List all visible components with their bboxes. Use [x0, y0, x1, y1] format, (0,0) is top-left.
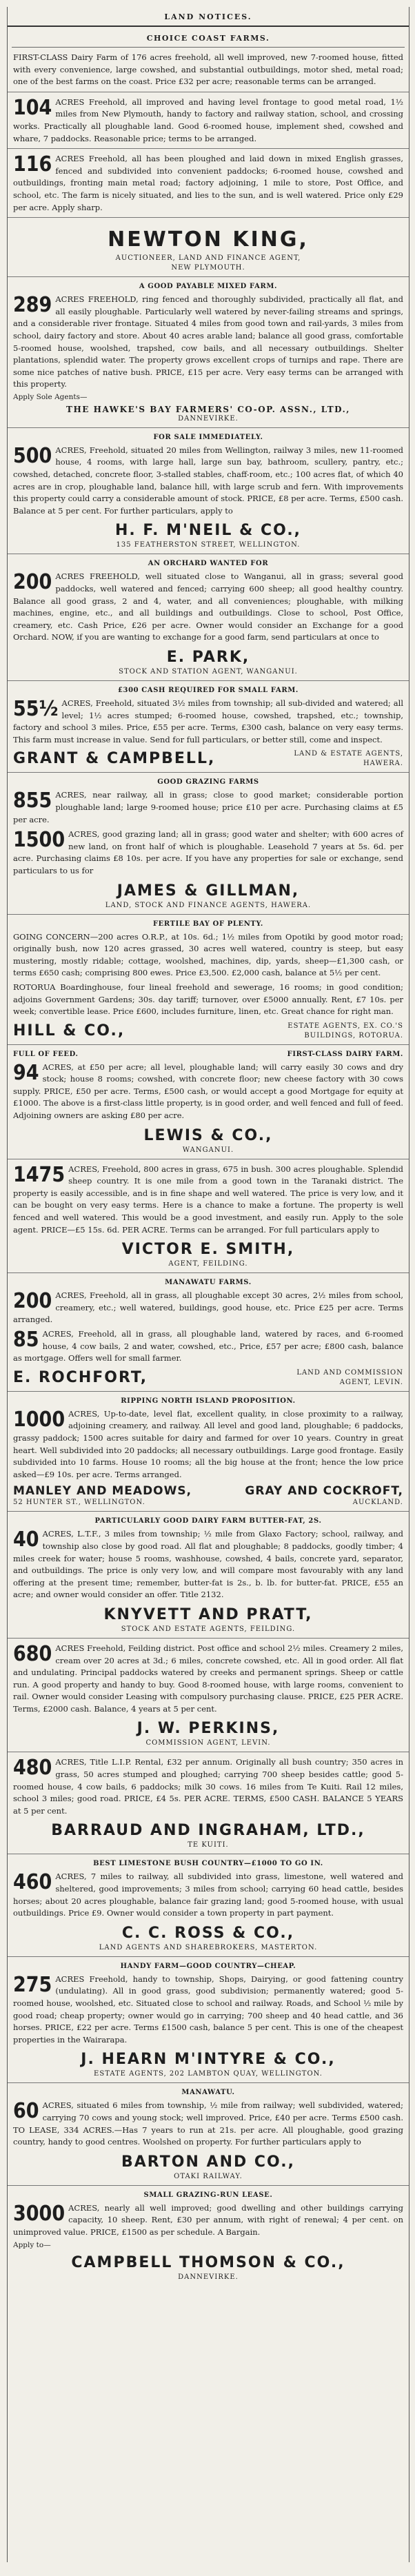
ad-heading: SMALL GRAZING-RUN LEASE. [143, 2191, 273, 2199]
agent-name: VICTOR E. SMITH, [121, 1241, 295, 1259]
ad-heading: RIPPING NORTH ISLAND PROPOSITION. [121, 1397, 296, 1405]
ad-1475-acres [8, 1159, 409, 1274]
ad-heading: AN ORCHARD WANTED FOR [148, 560, 269, 568]
ad-small-farm [8, 681, 409, 773]
agent-title: AUCTIONEER, LAND AND FINANCE AGENT, [115, 254, 301, 263]
ad-heading: HANDY FARM—GOOD COUNTRY—CHEAP. [120, 1962, 296, 1970]
ad-orchard-wanted [8, 554, 409, 681]
agent-title: LAND & ESTATE AGENTS, HAWERA. [294, 750, 403, 768]
acreage-figure: 680 [13, 1641, 52, 1666]
ad-body: ACRES, good grazing land; all in grass; good water and shelter; with 600 acres of new land, on front half of which is ploughable. Leasehold 7 years at 5s. 6d. per acre. Purchasing claims £8 10s. per acre. If you have any properties for sale or exchange, send particulars to us for [13, 829, 403, 875]
ad-body: ACRES, Freehold, all in grass, all ploughable land, watered by races, and 6-roomed house, 4 cow bails, 2 and water, cowshed, etc., Price, £57 per acre; £800 cash, balance as mortgage. Offers well for small farmer. [13, 1329, 403, 1363]
agent-title: COMMISSION AGENT, LEVIN. [145, 1739, 271, 1747]
ad-body: ACRES, Title L.I.P. Rental, £32 per annum. Originally all bush country; 350 acres in grass, 50 acres stumped and ploughed; carrying 700 sheep besides cattle; good 5-roomed house, 4 cow bails, 6 paddocks; milk 30 cows. 16 miles from Te Kuiti. Rail 12 miles, school 3 miles; good road. PRICE, £4 5s. PER ACRE. TERMS, £500 CASH. BALANCE 5 YEARS at 5 per cent. [13, 1757, 403, 1816]
agent-town: WANGANUI. [182, 1146, 234, 1154]
agent-name: J. W. PERKINS, [136, 1720, 280, 1738]
ad-heading: MANAWATU. [181, 2089, 235, 2097]
ad-dairy-farm-176 [8, 48, 409, 92]
ad-body: ACRES Freehold, handy to township, Shops, Dairying, or good fattening country (undulating). All in good grass, good subdivision; permanently watered; good 5-roomed house, woolshed, etc. Situated close to school and railway. Roads, and School ½ mile by good road; cheap property; owner would go in carrying; 700 sheep and 40 head cattle, and 36 horses. PRICE, £22 per acre. Terms £1500 cash, balance 5 per cent. This is one of the cheapest properties in the Wairarapa. [13, 1974, 403, 2045]
ad-heading: FIRST-CLASS DAIRY FARM. [287, 1050, 403, 1058]
acreage-figure: 1475 [13, 1162, 65, 1187]
acreage-figure: 275 [13, 1972, 52, 1997]
ad-heading: A GOOD PAYABLE MIXED FARM. [139, 283, 278, 291]
ad-680-acres [8, 1639, 409, 1753]
agent-title: LAND, STOCK AND FINANCE AGENTS, HAWERA. [105, 901, 312, 909]
ad-handy-farm [8, 1957, 409, 2084]
agent-name: MANLEY AND MEADOWS, [13, 1484, 192, 1499]
ad-full-of-feed [8, 1045, 409, 1159]
acreage-figure: 500 [13, 443, 52, 468]
agent-name: BARTON AND CO., [121, 2153, 295, 2171]
ad-body: ACRES Freehold, all has been ploughed and laid down in mixed English grasses, fenced and subdivided into convenient paddocks; 6-roomed house, cowshed and outbuildings, fronting main metal road; factory adjoining, 1 mile to store, Post Office, and school, etc. The farm is nicely situated, and lies to the sun, and is well watered. Price only £29 per acre. Apply sharp. [13, 154, 403, 212]
acreage-figure: 60 [13, 2099, 39, 2124]
ad-heading: BEST LIMESTONE BUSH COUNTRY—£1000 TO GO IN. [93, 1860, 323, 1868]
agent-name: BARRAUD AND INGRAHAM, LTD., [51, 1822, 365, 1840]
acreage-figure: 85 [13, 1328, 39, 1352]
agent-title: STOCK AND STATION AGENT, WANGANUI. [119, 668, 298, 676]
ad-heading: £300 CASH REQUIRED FOR SMALL FARM. [117, 687, 299, 694]
ad-body: ACRES, at £50 per acre; all level, ploughable land; will carry easily 30 cows and dry stock; house 8 rooms; cowshed, with concrete floor; new cheese factory with 30 cows supply. PRICE, £50 per acre. Terms, £500 cash, or would accept a good Mortgage for equity at £1000. The above is a first-class little property, is in good order, and well fenced and full of feed. Adjoining owners are asking £80 per acre. [13, 1062, 403, 1121]
ad-manawatu-farms [8, 1273, 409, 1392]
ad-body: ACRES Freehold, Feilding district. Post office and school 2½ miles. Creamery 2 miles, cream over 20 acres at 3d.; 6 miles, concrete cowshed, etc. All in good order. All flat and undulating. Principal paddocks watered by creeks and permanent springs. Sheep or cattle run. A good property and handy to buy. Good 8-roomed house, with large rooms, convenient to rail. Owner would consider Leasing with compulsory purchasing clause. PRICE, £25 PER ACRE. Terms, £2000 cash. Balance, 4 years at 5 per cent. [13, 1643, 403, 1714]
ad-body: ACRES, near railway, all in grass; close to good market; considerable portion ploughable land; large 9-roomed house; price £10 per acre. Purchasing claims at £5 per acre. [13, 790, 403, 824]
agent-name: E. PARK, [166, 649, 250, 666]
section-heading-choice-coast: CHOICE COAST FARMS. [12, 27, 405, 48]
agent-title: AGENT, FEILDING. [168, 1260, 248, 1268]
agent-name: HILL & CO., [13, 1022, 125, 1039]
ad-body: ACRES FREEHOLD, ring fenced and thoroughly subdivided, practically all flat, and all easily ploughable. Particularly well watered by never-failing streams and springs, and a considerable river frontage. Situated 4 miles from good town and rail-yards, 3 miles from school, dairy factory and store. About 40 acres arable land; balance all good grass, comfortable 5-roomed house, woolshed, trapshed, cow bails, and all necessary outbuildings. Shelter plantations, splendid water. The property grows excellent crops of turnips and rape. There are some nice patches of native bush. PRICE, £15 per acre. Very easy terms can be arranged with this property. [13, 294, 403, 389]
column-title: LAND NOTICES. [8, 7, 409, 27]
ad-heading: FOR SALE IMMEDIATELY. [153, 433, 263, 441]
ad-body: ACRES, nearly all well improved; good dwelling and other buildings carrying capacity, 10 sheep. Rent, £30 per annum, with right of renewal; 4 per cent. on unimproved value. PRICE, £1500 as per schedule. A Bargain. [13, 2202, 403, 2237]
ad-body: ACRES, L.T.F., 3 miles from township; ½ mile from Glaxo Factory; school, railway, and township also close by good road. All flat and ploughable; 8 paddocks, goodly timber; 4 miles creek for water; house 5 rooms, washhouse, cowshed, 4 bails, concrete yard, separator, and outbuildings. The price is only very low, and will compare most favourably with any land offering at the present time; remember, butter-fat is 2s., b. lb. for butter-fat. PRICE, £55 an acre; and owner would consider an offer. Title 2132. [13, 1529, 403, 1600]
ad-104-acres [8, 92, 409, 149]
agent-name: GRANT & CAMPBELL, [13, 750, 216, 768]
ad-body: ACRES, 7 miles to railway, all subdivided into grass, limestone, well watered and sheltered, good improvements; 3 miles from school; carrying 60 head cattle, besides horses; about 20 acres ploughable, balance fair grazing land; good 5-roomed house, with usual outbuildings. Price £9. Owner would consider a town property in part payment. [13, 1872, 403, 1918]
agent-name: GRAY AND COCKROFT, [245, 1484, 403, 1499]
acreage-figure: 94 [13, 1060, 39, 1085]
agent-town: OTAKI RAILWAY. [174, 2172, 243, 2180]
agent-title: LAND AND COMMISSION AGENT, LEVIN. [296, 1368, 403, 1386]
ad-limestone-bush [8, 1854, 409, 1956]
ad-ripping-north-island [8, 1392, 409, 1512]
ad-heading: PARTICULARLY GOOD DAIRY FARM BUTTER-FAT, 2S. [94, 1517, 322, 1525]
ad-heading: MANAWATU FARMS. [165, 1279, 252, 1287]
acreage-figure: 40 [13, 1528, 39, 1552]
acreage-figure: 200 [13, 570, 52, 595]
acreage-figure: 855 [13, 789, 52, 813]
acreage-figure: 480 [13, 1756, 52, 1781]
agent-name: JAMES & GILLMAN, [117, 882, 300, 900]
agent-name: H. F. M'NEIL & CO., [114, 522, 302, 540]
agent-name: CAMPBELL THOMSON & CO., [71, 2253, 345, 2271]
ad-body: ACRES, Freehold, 800 acres in grass, 675 in bush. 300 acres ploughable. Splendid sheep country. It is one mile from a good town in the Taranaki district. The property is easily accessible, and is in fine shape and well watered. The price is very low, and it can be bought on very easy terms. Here is a chance to make a fortune. The property is well fenced and well watered. This would be a good investment, and easily run. Apply to the sole agent. PRICE—£5 15s. 6d. PER ACRE. Terms can be arranged. For full particulars apply to [13, 1164, 403, 1235]
ad-heading: GOOD GRAZING FARMS [157, 778, 259, 787]
agent-newton-king [8, 218, 409, 277]
ad-body: GOING CONCERN—200 acres O.R.P., at 10s. 6d.; 1½ miles from Opotiki by good motor road; originally bush, now 120 acres grassed, 30 acres well watered, country is steep, but easy mustering, mostly ridable; cottage, woolshed, machines, dip, yards, sheep—£1,300 cash, or terms £650 cash; comprising 800 ewes. Price £3,500. £2,000 cash, balance at 5½ per cent. [13, 931, 403, 978]
ad-body: ROTORUA Boardinghouse, four lineal freehold and sewerage, 16 rooms; in good condition; adjoins Government Gardens; 30s. day tariff; turnover, over £5000 annually. Rent, £7 10s. per week; convertible lease. Price £600, includes furniture, linen, etc. Great chance for right man. [13, 982, 403, 1017]
acreage-figure: 3000 [13, 2201, 65, 2226]
ad-butter-fat-dairy [8, 1512, 409, 1639]
agent-name: LEWIS & CO., [143, 1126, 273, 1144]
agent-title: STOCK AND ESTATE AGENTS, FEILDING. [121, 1625, 296, 1633]
acreage-figure: 116 [13, 152, 52, 177]
agent-town: DANNEVIRKE. [178, 2273, 239, 2281]
ad-manawatu [8, 2083, 409, 2185]
ad-heading: FULL OF FEED. [13, 1050, 79, 1058]
ad-payable-mixed-farm [8, 277, 409, 428]
ad-body: ACRES, situated 6 miles from township, ½ mile from railway; well subdivided, watered; carrying 70 cows and young stock; well improved. Price, £40 per acre. Terms £500 cash. TO LEASE, 334 ACRES.—Has 7 years to run at 21s. per acre. All ploughable, good grazing country, handy to good centres. Woolshed on property. For further particulars apply to [13, 2100, 403, 2147]
ad-small-grazing-run [8, 2186, 409, 2286]
agent-address: 52 HUNTER ST., WELLINGTON. [13, 1499, 145, 1507]
agent-town: AUCKLAND. [352, 1499, 403, 1507]
agent-town: DANNEVIRKE. [178, 414, 239, 423]
ad-bay-of-plenty [8, 915, 409, 1045]
apply-line: Apply to— [13, 2240, 51, 2249]
acreage-figure: 1500 [13, 828, 65, 853]
ad-body: ACRES FREEHOLD, well situated close to Wanganui, all in grass; several good paddocks, well watered and fenced; carrying 600 sheep; all good healthy country. Balance all good grass, 2 and 4, water, and all conveniences; ploughable, with milking machines, engine, etc., and all buildings and outbuildings. Close to school, Post Office, creamery, etc. Cash Price, £26 per acre. Owner would consider an Exchange for a good Orchard. NOW, if you are wanting to exchange for a good farm, send particulars at once to [13, 571, 403, 642]
ad-body: ACRES, Freehold, all in grass, all ploughable except 30 acres, 2½ miles from school, creamery, etc.; well watered, buildings, good house, etc. Price £25 per acre. Terms arranged. [13, 1290, 403, 1325]
ad-heading: FERTILE BAY OF PLENTY. [152, 920, 264, 928]
acreage-figure: 200 [13, 1289, 52, 1314]
agent-name: C. C. ROSS & CO., [121, 1924, 295, 1942]
acreage-figure: 289 [13, 293, 52, 318]
ad-480-acres [8, 1752, 409, 1854]
acreage-figure: 55½ [13, 697, 59, 721]
ad-body: ACRES, Freehold, situated 3½ miles from township; all sub-divided and watered; all level; 1½ acres stumped; 6-roomed house, cowshed, trapshed, etc.; township, factory and school 3 miles. Price, £55 per acre. Terms, £300 cash, balance on very easy terms. This farm must increase in value. Send for full particulars, or better still, come and inspect. [13, 698, 403, 744]
agent-title: ESTATE AGENTS, EX. CO.'S BUILDINGS, ROTORUA. [287, 1022, 403, 1039]
agent-address: 135 FEATHERSTON STREET, WELLINGTON. [116, 541, 301, 549]
apply-line: Apply Sole Agents— [13, 392, 88, 401]
ad-body: ACRES, Up-to-date, level flat, excellent quality, in close proximity to a railway, adjoining creamery, and railway. All level and good land, ploughable; 6 paddocks, grassy paddock; 1500 acres suitable for dairy and farmed for over 10 years. Country in great heart. Well subdivided into 20 paddocks; all necessary outbuildings. Large good frontage. Easily subdivided into 10 farms. House 10 rooms; all the big house at the front; hence the low price asked—£9 10s. per acre. Terms arranged. [13, 1408, 403, 1479]
agent-name: E. ROCHFORT, [13, 1368, 148, 1386]
ad-body: ACRES Freehold, all improved and having level frontage to good metal road, 1½ miles from New Plymouth, handy to factory and railway station, school, and crossing works. Practically all ploughable land. Good 6-roomed house, implement shed, cowshed and whare, 7 paddocks. Reasonable price; terms to be arranged. [13, 97, 403, 143]
newspaper-column [7, 7, 409, 2562]
agent-town: NEW PLYMOUTH. [171, 264, 245, 272]
acreage-figure: 460 [13, 1870, 52, 1895]
agent-town: TE KUITI. [188, 1841, 229, 1849]
ad-for-sale-immediately [8, 428, 409, 555]
ad-body: FIRST-CLASS Dairy Farm of 176 acres freehold, all well improved, new 7-roomed house, fitted with every convenience, large cowshed, and substantial outbuildings, motor shed, metal road; one of the best farms on the coast. Price £32 per acre; reasonable terms can be arranged. [13, 52, 403, 87]
ad-good-grazing-farms [8, 773, 409, 914]
agent-title: LAND AGENTS AND SHAREBROKERS, MASTERTON. [99, 1943, 318, 1951]
acreage-figure: 1000 [13, 1407, 65, 1432]
agent-name: J. HEARN M'INTYRE & CO., [81, 2051, 336, 2069]
acreage-figure: 104 [13, 95, 52, 120]
agent-name: NEWTON KING, [108, 227, 309, 252]
agent-name: KNYVETT AND PRATT, [103, 1605, 313, 1623]
agent-name: THE HAWKE'S BAY FARMERS' CO-OP. ASSN., LTD., [66, 404, 350, 414]
ad-116-acres [8, 149, 409, 218]
ad-body: ACRES, Freehold, situated 20 miles from Wellington, railway 3 miles, new 11-roomed house, 4 rooms, with large hall, large sun bay, bathroom, scullery, pantry, etc.; cowshed, detached, concrete floor, 3-stalled stables, chaff-room, etc.; 100 acres flat, of which 40 acres are in crop, ploughable land, balance hill, with large scrub and fern. With improvements this property could carry a considerable amount of stock. PRICE, £8 per acre. Terms, £500 cash. Balance at 5 per cent. For further particulars, apply to [13, 445, 403, 516]
agent-address: ESTATE AGENTS, 202 LAMBTON QUAY, WELLINGTON. [94, 2070, 323, 2078]
